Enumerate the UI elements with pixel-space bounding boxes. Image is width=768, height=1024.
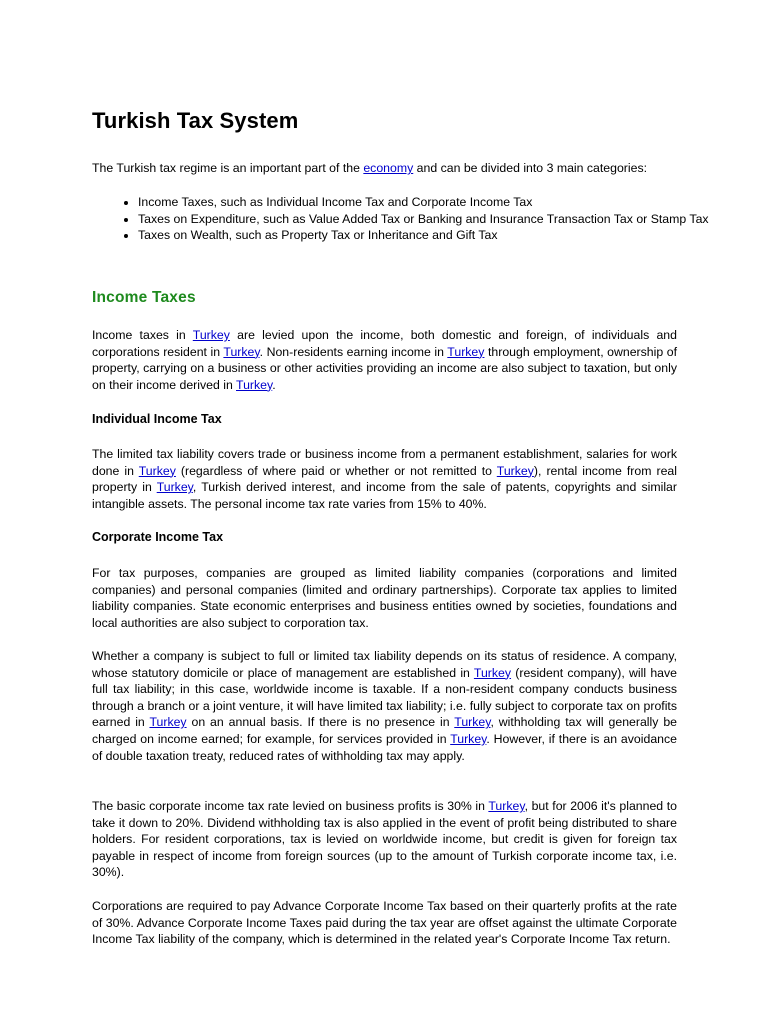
list-item: • Taxes on Expenditure, such as Value Added Tax or Banking and Insurance Transaction Tax or Stamp Tax bbox=[138, 211, 723, 228]
income-taxes-heading: Income Taxes bbox=[92, 289, 196, 306]
text-run: , Turkish derived interest, and income from the sale of patents, copyrights and similar intangible assets. The personal income tax rate varies from 15% to 40%. bbox=[92, 480, 677, 511]
turkey-link[interactable]: Turkey bbox=[223, 344, 260, 359]
turkey-link[interactable]: Turkey bbox=[496, 463, 534, 478]
text-run: , but for 2006 it's planned to take it down to 20%. Dividend withholding tax is also applied in the event of profit being distributed to share holders. For resident corporations, tax is levied on worldwide income, but credit is given for foreign tax payable in respect of income from foreign sources (up to the amount of Turkish corporate income tax, i.e. 30%). bbox=[92, 799, 677, 880]
list-item: • Income Taxes, such as Individual Income Tax and Corporate Income Tax bbox=[138, 194, 723, 211]
intro-paragraph bbox=[92, 160, 677, 177]
economy-link[interactable]: economy bbox=[363, 161, 414, 175]
text-run: . However, if there is an avoidance of double taxation treaty, reduced rates of withholding tax may apply. bbox=[92, 731, 677, 763]
turkey-link[interactable]: Turkey bbox=[236, 377, 273, 392]
text-run: The limited tax liability covers trade or business income from a permanent establishment, salaries for work done in bbox=[92, 447, 677, 478]
turkey-link[interactable]: Turkey bbox=[149, 715, 187, 730]
turkey-link[interactable]: Turkey bbox=[192, 328, 230, 342]
text-run: Income taxes in bbox=[92, 328, 193, 342]
intro-text-before: The Turkish tax regime is an important part of the bbox=[92, 161, 364, 175]
income-taxes-paragraph bbox=[92, 327, 677, 393]
text-run: The basic corporate income tax rate levied on business profits is 30% in bbox=[92, 799, 489, 813]
text-run: , withholding tax will generally be charged on income earned; for example, for services provided in bbox=[92, 715, 677, 746]
text-run: (regardless of where paid or whether or not remitted to bbox=[175, 463, 497, 478]
turkey-link[interactable]: Turkey bbox=[454, 715, 491, 730]
corporate-paragraph-4: Corporations are required to pay Advance Corporate Income Tax based on their quarterly profits at the rate of 30%. Advance Corporate Income Taxes paid during the tax year are offset against the ultimate Corporate Income Tax liability of the company, which is determined in the related year's Corporate Income Tax return. bbox=[92, 899, 677, 947]
text-run: . Non-residents earning income in bbox=[259, 344, 448, 359]
corporate-paragraph-3 bbox=[92, 798, 677, 881]
individual-income-tax-paragraph bbox=[92, 446, 677, 512]
turkey-link[interactable]: Turkey bbox=[450, 731, 487, 746]
turkey-link[interactable]: Turkey bbox=[447, 344, 485, 359]
text-run: . bbox=[272, 377, 276, 392]
text-run: are levied upon the income, both domestic and foreign, of individuals and corporations resident in bbox=[92, 328, 677, 359]
page-title: Turkish Tax System bbox=[92, 108, 299, 133]
text-run: (resident company), will have full tax liability; in this case, worldwide income is taxable. If a non-resident company conducts business through a branch or a joint venture, it will have limited tax liability; i.e. fully subject to corporate tax on profits earned in bbox=[92, 665, 677, 730]
individual-income-tax-heading: Individual Income Tax bbox=[92, 412, 222, 426]
text-run: Whether a company is subject to full or limited tax liability depends on its status of residence. A company, whose statutory domicile or place of management are established in bbox=[92, 649, 677, 680]
text-run: through employment, ownership of property, carrying on a business or other activities providing an income are also subject to taxation, but only on their income derived in bbox=[92, 344, 677, 392]
turkey-link[interactable]: Turkey bbox=[488, 799, 525, 813]
corporate-paragraph-1: For tax purposes, companies are grouped as limited liability companies (corporations and limited companies) and personal companies (limited and ordinary partnerships). Corporate tax applies to limited liability companies. State economic enterprises and business entities owned by societies, foundations and local authorities are also subject to corporation tax. bbox=[92, 566, 677, 630]
turkey-link[interactable]: Turkey bbox=[156, 480, 193, 495]
turkey-link[interactable]: Turkey bbox=[473, 665, 512, 680]
corporate-income-tax-heading: Corporate Income Tax bbox=[92, 530, 224, 544]
intro-text-after: and can be divided into 3 main categories: bbox=[413, 161, 648, 175]
corporate-paragraph-2 bbox=[92, 648, 677, 764]
turkey-link[interactable]: Turkey bbox=[138, 463, 176, 478]
list-item: • Taxes on Wealth, such as Property Tax or Inheritance and Gift Tax bbox=[138, 227, 723, 244]
text-run: on an annual basis. If there is no presence in bbox=[186, 715, 455, 730]
text-run: ), rental income from real property in bbox=[92, 463, 677, 495]
tax-categories-list bbox=[92, 194, 723, 244]
